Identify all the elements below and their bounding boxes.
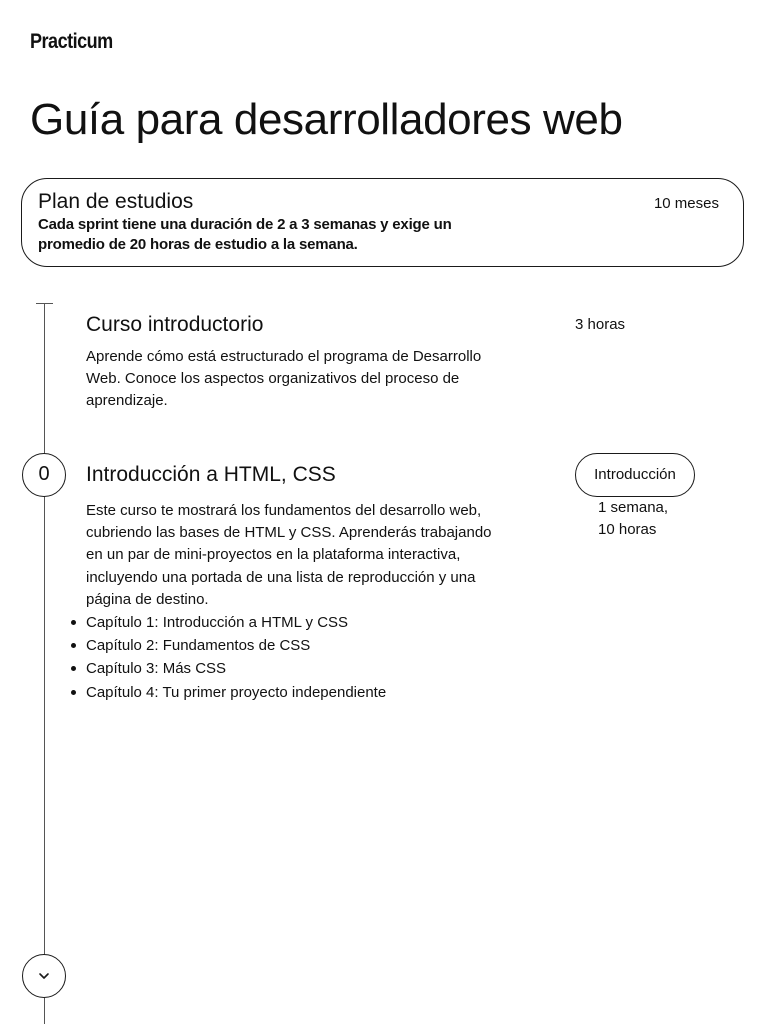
chapter-label: Capítulo 2: Fundamentos de CSS bbox=[86, 637, 311, 655]
section-title-html-css: Introducción a HTML, CSS bbox=[86, 463, 336, 486]
section-duration-week: 1 semana, bbox=[598, 499, 669, 516]
chapter-label: Capítulo 3: Más CSS bbox=[86, 660, 227, 678]
bullet-icon bbox=[71, 620, 76, 625]
section-title-intro-course: Curso introductorio bbox=[86, 313, 264, 336]
section-duration-hours: 10 horas bbox=[598, 521, 657, 538]
plan-summary-card bbox=[21, 178, 744, 267]
timeline-start-tick bbox=[36, 303, 53, 304]
chapter-label: Capítulo 4: Tu primer proyecto independiente bbox=[86, 683, 387, 701]
section-tag-badge: Introducción bbox=[575, 453, 695, 497]
step-marker: 0 bbox=[22, 453, 66, 497]
plan-description: Cada sprint tiene una duración de 2 a 3 semanas y exige un promedio de 20 horas de estudio a la semana. bbox=[38, 216, 452, 253]
section-description-html-css: Este curso te mostrará los fundamentos del desarrollo web, cubriendo las bases de HTML y CSS. Aprenderás trabajando en un par de mini-proyectos en la plataforma interactiva, incluyendo una portada de una lista de reproducción y una página de destino. bbox=[86, 502, 492, 608]
bullet-icon bbox=[71, 690, 76, 695]
timeline-line bbox=[44, 303, 45, 1024]
chevron-down-icon bbox=[37, 970, 51, 982]
brand-logo: Practicum bbox=[30, 30, 113, 53]
list-item bbox=[86, 634, 386, 657]
bullet-icon bbox=[71, 666, 76, 671]
section-description-intro-course: Aprende cómo está estructurado el programa de Desarrollo Web. Conoce los aspectos organizativos del proceso de aprendizaje. bbox=[86, 348, 482, 410]
section-duration-intro-course: 3 horas bbox=[575, 316, 626, 333]
chapter-list bbox=[86, 611, 386, 704]
plan-title: Plan de estudios bbox=[38, 190, 194, 213]
chapter-label: Capítulo 1: Introducción a HTML y CSS bbox=[86, 614, 349, 631]
list-item bbox=[86, 657, 386, 680]
list-item bbox=[86, 681, 386, 704]
expand-button[interactable] bbox=[22, 954, 66, 998]
bullet-icon bbox=[71, 643, 76, 648]
page-title: Guía para desarrolladores web bbox=[30, 95, 623, 144]
plan-duration: 10 meses bbox=[653, 195, 719, 212]
list-item bbox=[86, 611, 386, 634]
